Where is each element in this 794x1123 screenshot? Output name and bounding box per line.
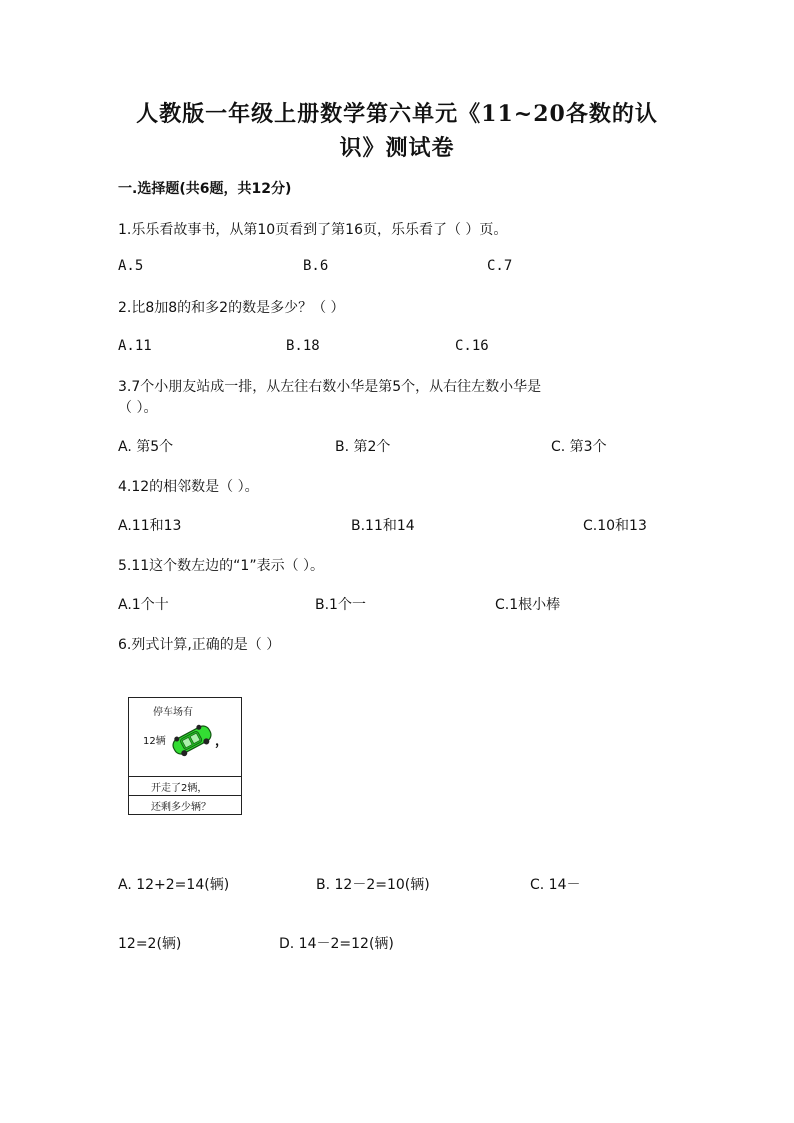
figure-text-remaining: 还剩多少辆？ [151,802,211,813]
page-title-line2: 识》测试卷 [339,135,455,161]
question-5-option-c: C.1根小棒 [495,597,561,613]
green-car-icon [169,720,215,760]
question-1-option-c: C.7 [487,258,513,274]
question-1-option-a: A.5 [118,258,144,274]
figure-bottom-cell [129,795,241,814]
question-4-option-c: C.10和13 [583,518,647,534]
question-1-option-b: B.6 [303,258,329,274]
question-2-option-a: A.11 [118,338,152,354]
question-5-option-a: A.1个十 [118,597,169,613]
figure-top-cell [129,698,241,777]
section-heading: 一.选择题(共6题，共12分) [118,181,292,197]
figure-middle-cell [129,776,241,796]
page-title-line1: 人教版一年级上册数学第六单元《11~20各数的认 [136,101,658,127]
question-1-stem: 1.乐乐看故事书，从第10页看到了第16页，乐乐看了（ ）页。 [118,222,508,238]
question-3-option-a: A. 第5个 [118,439,174,455]
question-3-stem: 3.7个小朋友站成一排，从左往右数小华是第5个，从右往左数小华是 [118,379,542,395]
question-6-stem: 6.列式计算,正确的是（ ） [118,637,281,653]
figure-comma: ， [215,734,229,749]
question-3-option-b: B. 第2个 [335,439,391,455]
question-5-stem: 5.11这个数左边的“1”表示（ ）。 [118,558,325,574]
figure-text-drove-away: 开走了2辆， [151,783,208,794]
figure-text-parking-lot: 停车场有 [153,707,193,718]
question-6-option-b: B. 12－2=10(辆) [316,877,430,893]
question-6-option-c-continued: 12=2(辆) [118,936,182,952]
question-2-option-c: C.16 [455,338,489,354]
question-6-option-a: A. 12+2=14(辆) [118,877,230,893]
question-2-option-b: B.18 [286,338,320,354]
figure-text-count: 12辆 [143,736,166,747]
question-5-option-b: B.1个一 [315,597,366,613]
question-3-option-c: C. 第3个 [551,439,607,455]
question-4-stem: 4.12的相邻数是（ ）。 [118,479,259,495]
parking-lot-figure [128,697,242,815]
question-6-option-d: D. 14－2=12(辆) [279,936,394,952]
question-2-stem: 2.比8加8的和多2的数是多少？（ ） [118,300,345,316]
question-3-stem-continued: （ ）。 [118,400,158,416]
question-4-option-b: B.11和14 [351,518,415,534]
question-4-option-a: A.11和13 [118,518,182,534]
question-6-option-c: C. 14－ [530,877,581,893]
